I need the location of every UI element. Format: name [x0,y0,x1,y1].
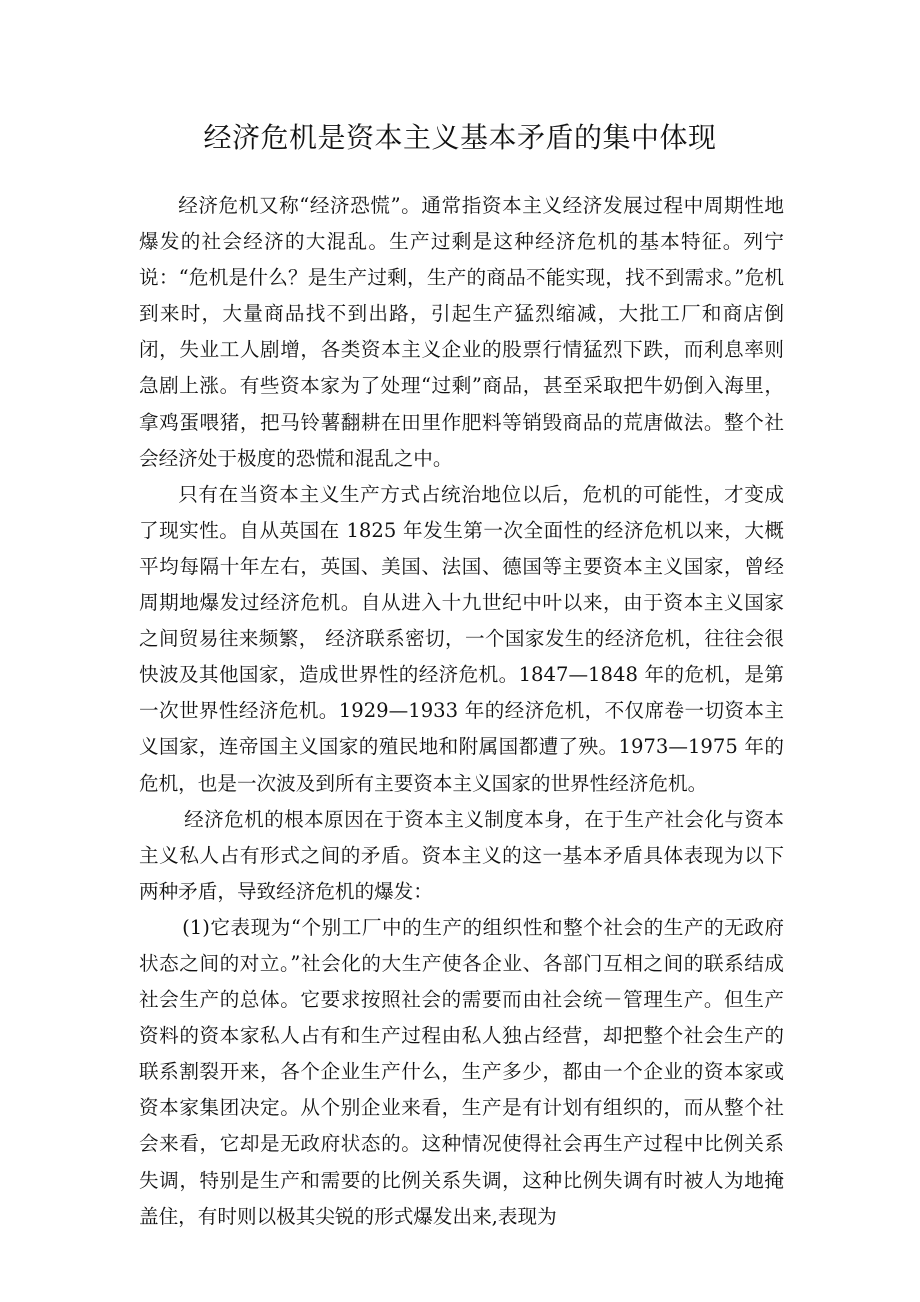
paragraph-history: 只有在当资本主义生产方式占统治地位以后，危机的可能性，才变成了现实性。自从英国在 1825 年发生第一次全面性的经济危机以来，大概平均每隔十年左右，英国、美国、法国、德国等主要资本主义国家，曾经周期地爆发过经济危机。自从进入十九世纪中叶以来，由于资本主义国家之间贸易往来频繁， 经济联系密切，一个国家发生的经济危机，往往会很快波及其他国家，造成世界性的经济危机。1847—1848 年的危机，是第一次世界性经济危机。1929—1933 年的经济危机，不仅席卷一切资本主义国家，连帝国主义国家的殖民地和附属国都遭了殃。1973—1975 年的危机，也是一次波及到所有主要资本主义国家的世界性经济危机。 [139,482,784,795]
paragraph-contradiction-1: (1)它表现为“个别工厂中的生产的组织性和整个社会的生产的无政府状态之间的对立。”社会化的大生产使各企业、各部门互相之间的联系结成社会生产的总体。它要求按照社会的需要而由社会统－管理生产。但生产资料的资本家私人占有和生产过程由私人独占经营，却把整个社会生产的联系割裂开来，各个企业生产什么，生产多少，都由一个企业的资本家或资本家集团决定。从个别企业来看，生产是有计划有组织的，而从整个社会来看，它却是无政府状态的。这种情况使得社会再生产过程中比例关系失调，特别是生产和需要的比例关系失调，这种比例失调有时被人为地掩盖住，有时则以极其尖锐的形式爆发出来,表现为 [139,915,784,1228]
document-title: 经济危机是资本主义基本矛盾的集中体现 [203,121,717,154]
paragraph-root-cause: 经济危机的根本原因在于资本主义制度本身，在于生产社会化与资本主义私人占有形式之间的矛盾。资本主义的这一基本矛盾具体表现为以下两种矛盾，导致经济危机的爆发： [139,807,784,903]
paragraph-definition: 经济危机又称“经济恐慌”。通常指资本主义经济发展过程中周期性地爆发的社会经济的大混乱。生产过剩是这种经济危机的基本特征。列宁说：“危机是什么？是生产过剩，生产的商品不能实现，找不到需求。”危机到来时，大量商品找不到出路，引起生产猛烈缩减，大批工厂和商店倒闭，失业工人剧增，各类资本主义企业的股票行情猛烈下跌，而利息率则急剧上涨。有些资本家为了处理“过剩”商品，甚至采取把牛奶倒入海里，拿鸡蛋喂猪，把马铃薯翻耕在田里作肥料等销毁商品的荒唐做法。整个社会经济处于极度的恐慌和混乱之中。 [139,194,784,470]
document-body [139,188,784,1235]
